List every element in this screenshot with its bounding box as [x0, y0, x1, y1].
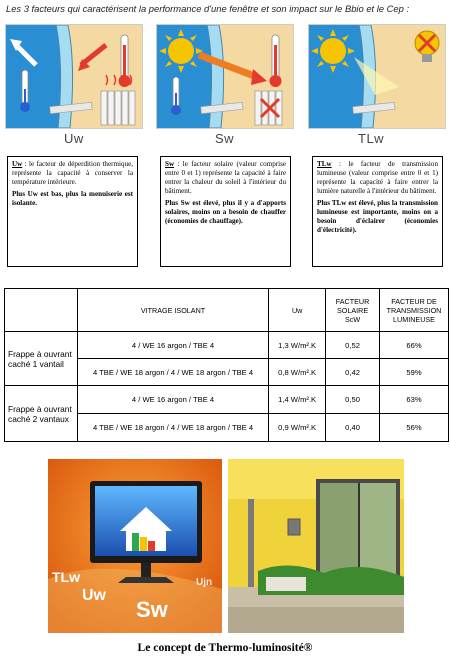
cell-sw: 0,40 — [326, 414, 380, 442]
glazing-spec-table — [4, 288, 449, 442]
cell-uw: 0,8 W/m².K — [269, 359, 326, 386]
tlw-desc-text: : le facteur de transmission lumineuse (valeur comprise entre 0 et 1) représente la capacité à faire entrer la lumière naturelle à l'intérieur du bâtiment. — [317, 160, 438, 195]
cell-tl: 63% — [380, 386, 449, 414]
uw-desc-conclusion: Plus Uw est bas, plus la menuiserie est isolante. — [12, 189, 133, 207]
sw-illustration — [156, 24, 294, 129]
cell-tl: 66% — [380, 332, 449, 359]
uw-desc-text: : le facteur de déperdition thermique, représente la capacité à conserver la température intérieure. — [12, 160, 133, 186]
table-header-vitrage: VITRAGE ISOLANT — [77, 289, 268, 332]
house-window-photo — [228, 459, 404, 633]
photo-label-tlw: TLw — [52, 569, 80, 585]
photo-caption: Le concept de Thermo-luminosité® — [137, 641, 313, 654]
uw-label: Uw — [64, 131, 84, 146]
cell-uw: 1,4 W/m².K — [269, 386, 326, 414]
photo-label-ujn: Ujn — [196, 577, 213, 588]
cell-sw: 0,42 — [326, 359, 380, 386]
tlw-illustration — [308, 24, 446, 129]
table-header-uw: Uw — [269, 289, 326, 332]
table-header-empty — [5, 289, 78, 332]
cell-tl: 56% — [380, 414, 449, 442]
cell-sw: 0,52 — [326, 332, 380, 359]
uw-symbol: Uw — [12, 160, 23, 168]
table-header-tl: FACTEUR DE TRANSMISSION LUMINEUSE — [380, 289, 449, 332]
cell-uw: 1,3 W/m².K — [269, 332, 326, 359]
sw-desc-text: : le facteur solaire (valeur comprise entre 0 et 1) représente la capacité à faire entrer la chaleur du soleil à l'intérieur du bâtiment. — [165, 160, 286, 195]
tlw-symbol: TLw — [317, 160, 332, 168]
sw-symbol: Sw — [165, 160, 175, 168]
tlw-description — [312, 156, 443, 267]
cell-vitrage: 4 / WE 16 argon / TBE 4 — [77, 332, 268, 359]
cell-uw: 0,9 W/m².K — [269, 414, 326, 442]
cell-tl: 59% — [380, 359, 449, 386]
cell-vitrage: 4 / WE 16 argon / TBE 4 — [77, 386, 268, 414]
cell-sw: 0,50 — [326, 386, 380, 414]
group-name: Frappe à ouvrant caché 2 vantaux — [5, 386, 78, 442]
photo-label-sw: Sw — [136, 597, 168, 622]
photo-label-uw: Uw — [82, 587, 106, 604]
table-header-sw: FACTEUR SOLAIRE ScW — [326, 289, 380, 332]
cell-vitrage: 4 TBE / WE 18 argon / 4 / WE 18 argon / TBE 4 — [77, 359, 268, 386]
uw-description — [7, 156, 138, 267]
tlw-label: TLw — [358, 131, 385, 146]
table-header-row — [5, 289, 449, 332]
sw-label: Sw — [215, 131, 235, 146]
table-row — [5, 386, 449, 414]
tlw-desc-conclusion: Plus TLw est élevé, plus la transmission lumineuse est importante, moins on a besoin d'éclairer (économies d'électricité). — [317, 198, 438, 234]
intro-text: Les 3 facteurs qui caractérisent la performance d'une fenêtre et son impact sur le Bbio et le Cep : — [6, 3, 410, 14]
cell-vitrage: 4 TBE / WE 18 argon / 4 / WE 18 argon / TBE 4 — [77, 414, 268, 442]
table-row — [5, 332, 449, 359]
thermo-luminosite-photo — [48, 459, 222, 633]
sw-desc-conclusion: Plus Sw est élevé, plus il y a d'apports solaires, moins on a besoin de chauffer (économies de chauffage). — [165, 198, 286, 225]
sw-description — [160, 156, 291, 267]
group-name: Frappe à ouvrant caché 1 vantail — [5, 332, 78, 386]
uw-illustration — [5, 24, 143, 129]
